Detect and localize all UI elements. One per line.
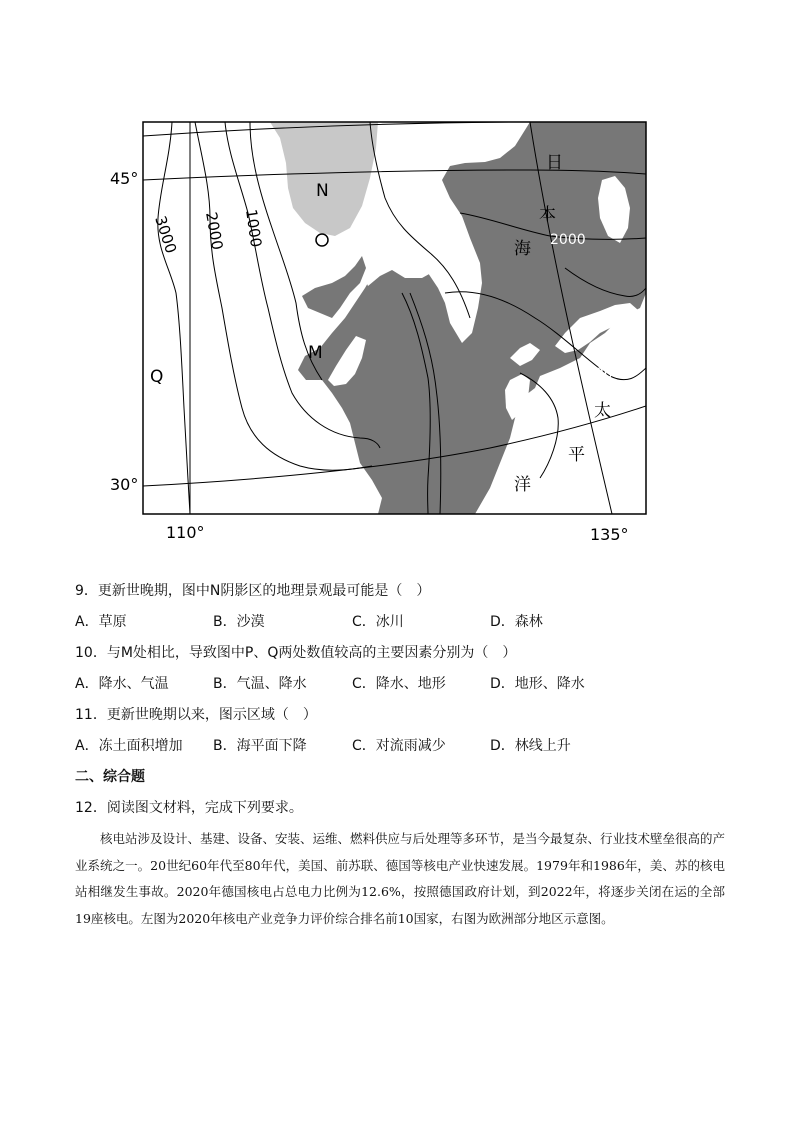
q10-option-d[interactable]: D．地形、降水	[490, 676, 585, 692]
section-title: 二、综合题	[75, 769, 145, 785]
contour-label-3000-east: 3000	[586, 366, 622, 382]
q10-option-c[interactable]: C．降水、地形	[352, 676, 446, 692]
question-10-stem: 10．与M处相比，导致图中P、Q两处数值较高的主要因素分别为（ ）	[75, 645, 517, 661]
lat-30-label: 30°	[110, 475, 139, 494]
q11-option-b[interactable]: B．海平面下降	[213, 738, 307, 754]
sea-label-hai: 海	[514, 239, 531, 259]
q11-option-a[interactable]: A．冻土面积增加	[75, 738, 183, 754]
sea-label-ri: 日	[546, 153, 563, 173]
contour-label-3000-west: 3000	[151, 213, 181, 256]
contour-label-2000-west: 2000	[202, 210, 227, 252]
question-11-stem: 11．更新世晚期以来，图示区域（ ）	[75, 707, 317, 723]
question-9-stem: 9．更新世晚期，图中N阴影区的地理景观最可能是（ ）	[75, 583, 431, 599]
contour-label-2000-east: 2000	[550, 232, 586, 248]
sea-label-yang: 洋	[514, 475, 531, 495]
q9-option-c[interactable]: C．冰川	[352, 614, 404, 630]
q9-option-a[interactable]: A．草原	[75, 614, 127, 630]
material-text: 核电站涉及设计、基建、设备、安装、运维、燃料供应与后处理等多环节，是当今最复杂、行业技术壁垒很高的产业系统之一。20世纪60年代至80年代，美国、前苏联、德国等核电产业快速发展。1979年和1986年，美、苏的核电站相继发生事故。2020年德国核电占总电力比例为12.6%，按照德国政府计划，到2022年，将逐步关闭在运的全部19座核电。左图为2020年核电产业竞争力评价综合排名前10国家，右图为欧洲部分地区示意图。	[75, 831, 726, 926]
point-o-marker	[316, 234, 328, 246]
sea-label-tai: 太	[594, 401, 611, 421]
question-12-stem: 12．阅读图文材料，完成下列要求。	[75, 800, 303, 816]
q10-option-b[interactable]: B．气温、降水	[213, 676, 307, 692]
lon-110-label: 110°	[166, 523, 205, 542]
sea-label-ping: 平	[568, 445, 585, 465]
topographic-map	[110, 118, 660, 548]
q10-option-a[interactable]: A．降水、气温	[75, 676, 169, 692]
point-n-label: N	[316, 181, 329, 201]
sea-label-ben: 本	[539, 205, 556, 225]
lon-135-label: 135°	[590, 525, 629, 544]
map-svg	[110, 118, 670, 548]
q9-option-d[interactable]: D．森林	[490, 614, 543, 630]
contour-label-1000-west: 1000	[242, 208, 266, 249]
q11-option-d[interactable]: D．林线上升	[490, 738, 571, 754]
material-paragraph	[75, 826, 725, 932]
point-q-label: Q	[150, 367, 164, 387]
lat-45-label: 45°	[110, 169, 139, 188]
point-m-label: M	[308, 343, 323, 363]
q11-option-c[interactable]: C．对流雨减少	[352, 738, 446, 754]
q9-option-b[interactable]: B．沙漠	[213, 614, 265, 630]
